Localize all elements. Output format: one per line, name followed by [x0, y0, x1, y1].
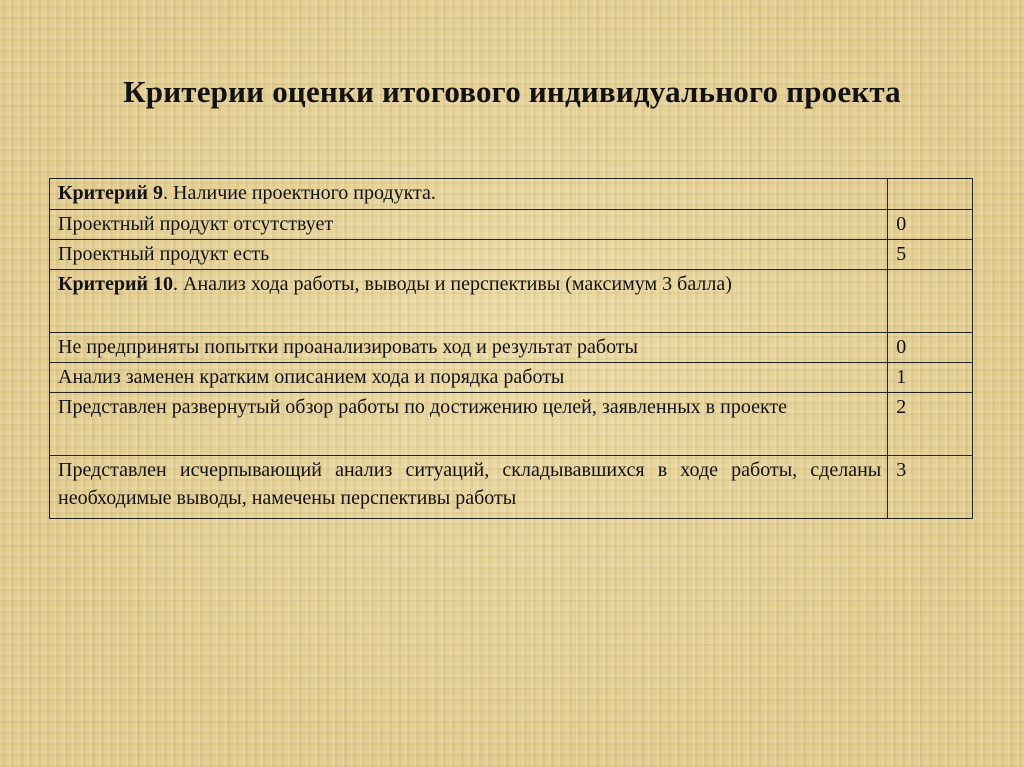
criterion-description: [50, 456, 888, 519]
criterion-score: [888, 270, 973, 333]
criterion-heading: Критерий 9: [58, 182, 164, 204]
criteria-table: [49, 178, 973, 519]
criterion-text: Проектный продукт отсутствует: [58, 213, 334, 235]
criterion-description: [50, 210, 888, 240]
table-row: [50, 210, 973, 240]
criterion-score: 1: [888, 363, 973, 393]
criterion-text: Представлен исчерпывающий анализ ситуаций, складывавшихся в ходе работы, сделаны необходимые выводы, намечены перспективы работы: [58, 459, 882, 509]
table-row: [50, 393, 973, 456]
page-title: Критерии оценки итогового индивидуального проекта: [123, 74, 901, 109]
criterion-score: 0: [888, 210, 973, 240]
criterion-description: [50, 333, 888, 363]
criterion-score: 3: [888, 456, 973, 519]
table-row: [50, 456, 973, 519]
criterion-text: . Анализ хода работы, выводы и перспективы (максимум 3 балла): [173, 273, 732, 295]
criterion-description: [50, 179, 888, 210]
criterion-text: Не предприняты попытки проанализировать ход и результат работы: [58, 336, 638, 358]
table-row: [50, 333, 973, 363]
criterion-score: 2: [888, 393, 973, 456]
criterion-text: Анализ заменен кратким описанием хода и порядка работы: [58, 366, 565, 388]
criterion-score: 0: [888, 333, 973, 363]
table-row: [50, 179, 973, 210]
criterion-text: Проектный продукт есть: [58, 243, 270, 265]
criterion-score: [888, 179, 973, 210]
criterion-description: [50, 270, 888, 333]
criterion-description: [50, 363, 888, 393]
criterion-description: [50, 393, 888, 456]
criterion-heading: Критерий 10: [58, 273, 174, 295]
criterion-description: [50, 240, 888, 270]
table-row: [50, 270, 973, 333]
criterion-text: . Наличие проектного продукта.: [163, 182, 436, 204]
criterion-score: 5: [888, 240, 973, 270]
table-row: [50, 363, 973, 393]
table-row: [50, 240, 973, 270]
criterion-text: Представлен развернутый обзор работы по достижению целей, заявленных в проекте: [58, 396, 788, 418]
